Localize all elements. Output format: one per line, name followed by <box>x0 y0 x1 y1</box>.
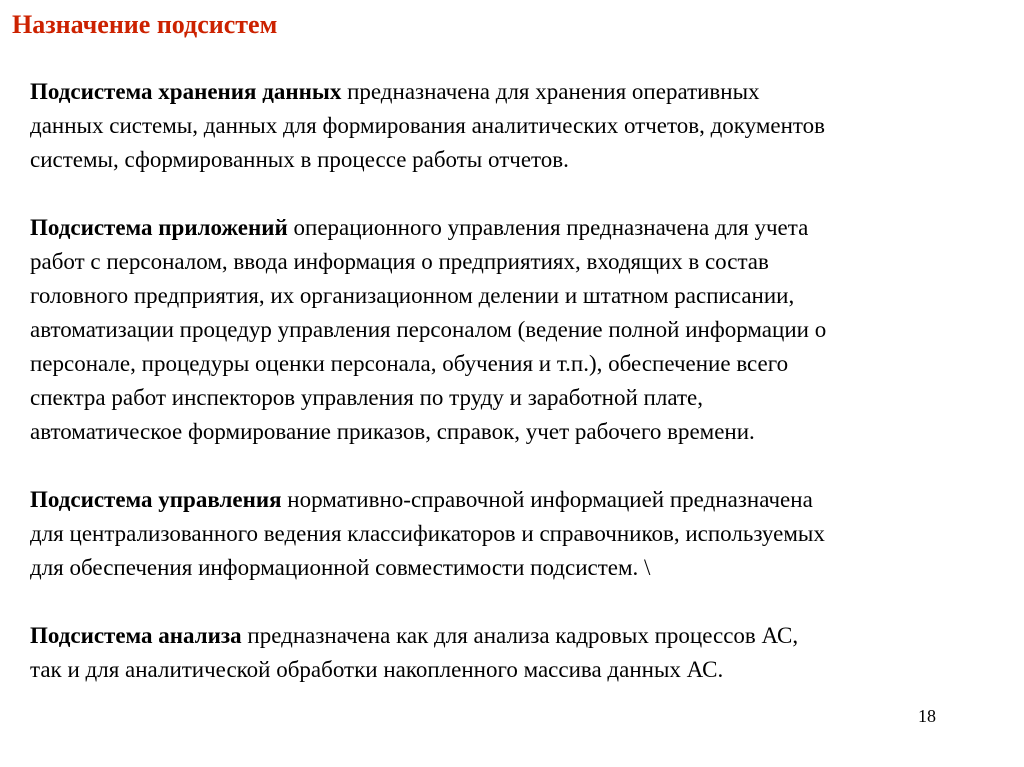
paragraph-analysis <box>30 619 1020 687</box>
paragraph-line <box>30 619 1020 653</box>
paragraph-lead: Подсистема анализа <box>30 623 242 648</box>
slide-content <box>30 75 1020 721</box>
paragraph-line: для централизованного ведения классификаторов и справочников, используемых <box>30 521 825 546</box>
paragraph-lead: Подсистема приложений <box>30 215 288 240</box>
paragraph-line <box>30 75 1020 109</box>
paragraph-line: работ с персоналом, ввода информация о предприятиях, входящих в состав <box>30 249 769 274</box>
paragraph-line: для обеспечения информационной совместимости подсистем. \ <box>30 555 651 580</box>
paragraph-line: автоматическое формирование приказов, справок, учет рабочего времени. <box>30 419 755 444</box>
paragraph-lead: Подсистема управления <box>30 487 282 512</box>
paragraph-line: данных системы, данных для формирования аналитических отчетов, документов <box>30 113 826 138</box>
paragraph-reference-data <box>30 483 1020 585</box>
paragraph-text: предназначена как для анализа кадровых процессов АС, <box>241 623 799 648</box>
paragraph-text: операционного управления предназначена для учета <box>287 215 809 240</box>
paragraph-text: предназначена для хранения оперативных <box>341 79 760 104</box>
page-number: 18 <box>918 706 936 726</box>
paragraph-line <box>30 483 1020 517</box>
paragraph-line: так и для аналитической обработки накопленного массива данных АС. <box>30 657 724 682</box>
paragraph-text: нормативно-справочной информацией предназначена <box>281 487 813 512</box>
slide-title: Назначение подсистем <box>12 10 278 39</box>
paragraph-line: автоматизации процедур управления персоналом (ведение полной информации о <box>30 317 827 342</box>
paragraph-line: системы, сформированных в процессе работы отчетов. <box>30 147 569 172</box>
paragraph-line <box>30 211 1020 245</box>
paragraph-applications <box>30 211 1020 449</box>
paragraph-lead: Подсистема хранения данных <box>30 79 342 104</box>
paragraph-line: спектра работ инспекторов управления по труду и заработной плате, <box>30 385 703 410</box>
paragraph-data-storage <box>30 75 1020 177</box>
paragraph-line: персонале, процедуры оценки персонала, обучения и т.п.), обеспечение всего <box>30 351 789 376</box>
paragraph-line: головного предприятия, их организационном делении и штатном расписании, <box>30 283 795 308</box>
